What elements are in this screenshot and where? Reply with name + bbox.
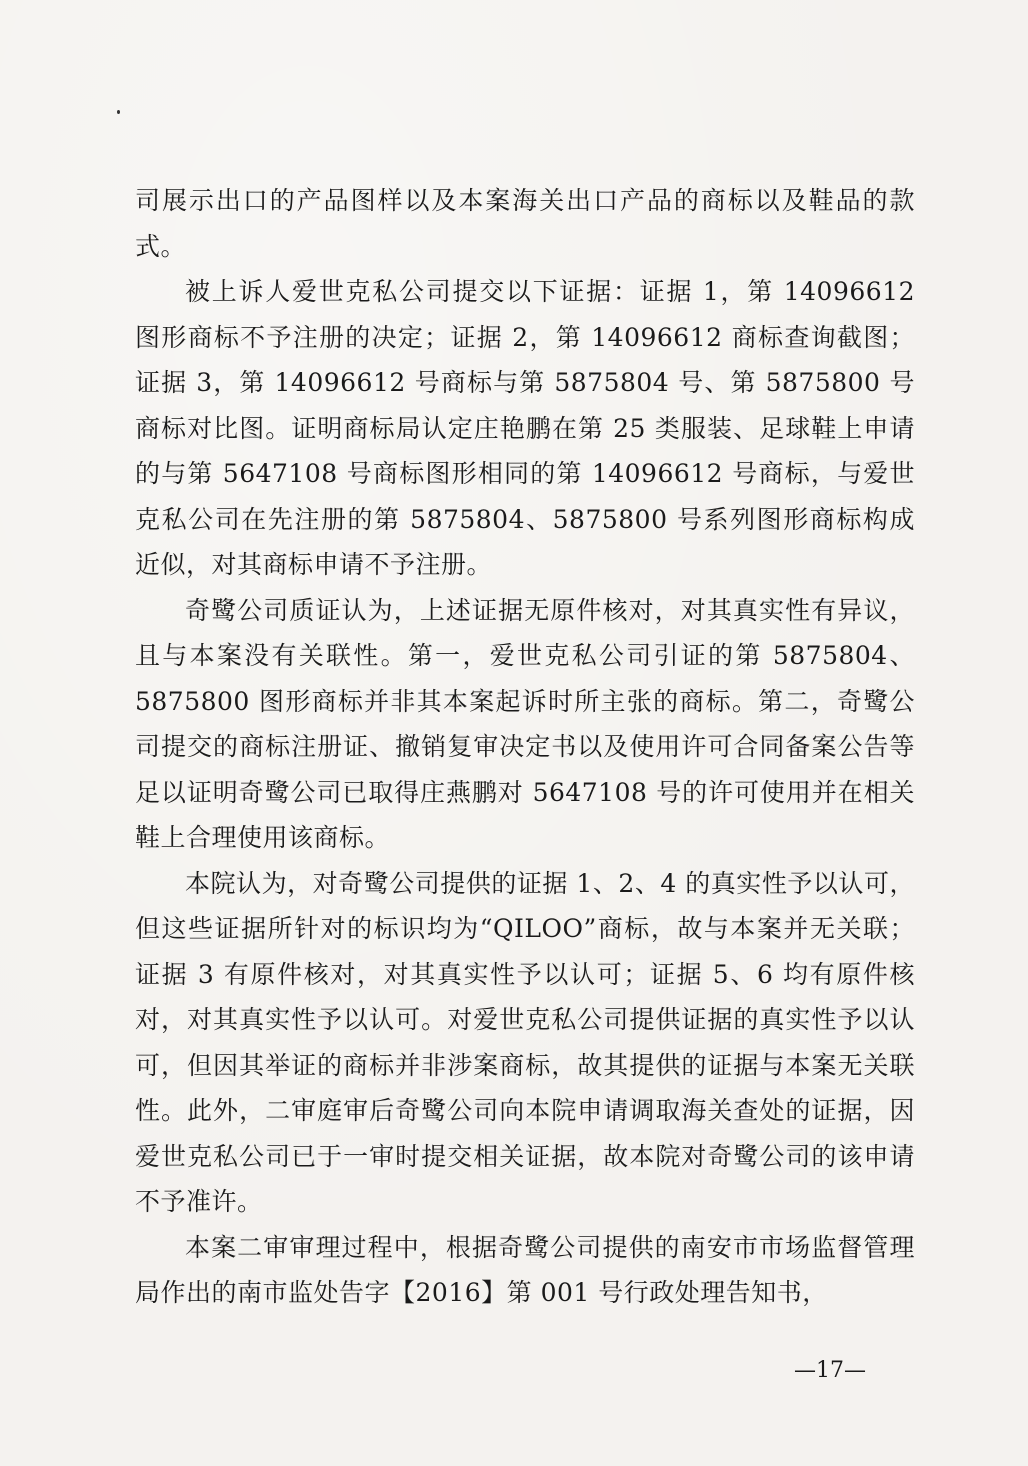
paragraph-1: 司展示出口的产品图样以及本案海关出口产品的商标以及鞋品的款式。 bbox=[135, 186, 915, 261]
paragraph-3: 奇鹭公司质证认为，上述证据无原件核对，对其真实性有异议，且与本案没有关联性。第一，爱世克私公司引证的第 5875804、5875800 图形商标并非其本案起诉时所主张的商标。第二，奇鹭公司提交的商标注册证、撤销复审决定书以及使用许可合同备案公告等足以证明奇鹭公司已取得庄燕鹏对 5647108 号的许可使用并在相关鞋上合理使用该商标。 bbox=[135, 595, 915, 852]
scan-speck bbox=[117, 110, 120, 114]
page-number: —17— bbox=[794, 1358, 866, 1383]
paragraph-4: 本院认为，对奇鹭公司提供的证据 1、2、4 的真实性予以认可，但这些证据所针对的标识均为“QILOO”商标，故与本案并无关联；证据 3 有原件核对，对其真实性予以认可；证据 5、6 均有原件核对，对其真实性予以认可。对爱世克私公司提供证据的真实性予以认可，但因其举证的商标并非涉案商标，故其提供的证据与本案无关联性。此外，二审庭审后奇鹭公司向本院申请调取海关查处的证据，因爱世克私公司已于一审时提交相关证据，故本院对奇鹭公司的该申请不予准许。 bbox=[135, 868, 915, 1216]
document-body bbox=[135, 178, 915, 1316]
paragraph-2: 被上诉人爱世克私公司提交以下证据：证据 1，第 14096612 图形商标不予注册的决定；证据 2，第 14096612 商标查询截图；证据 3，第 14096612 号商标与第 5875804 号、第 5875800 号商标对比图。证明商标局认定庄艳鹏在第 25 类服装、足球鞋上申请的与第 5647108 号商标图形相同的第 14096612 号商标，与爱世克私公司在先注册的第 5875804、5875800 号系列图形商标构成近似，对其商标申请不予注册。 bbox=[135, 277, 915, 579]
paragraph-5: 本案二审审理过程中，根据奇鹭公司提供的南安市市场监督管理局作出的南市监处告字【2016】第 001 号行政处理告知书， bbox=[135, 1232, 915, 1307]
